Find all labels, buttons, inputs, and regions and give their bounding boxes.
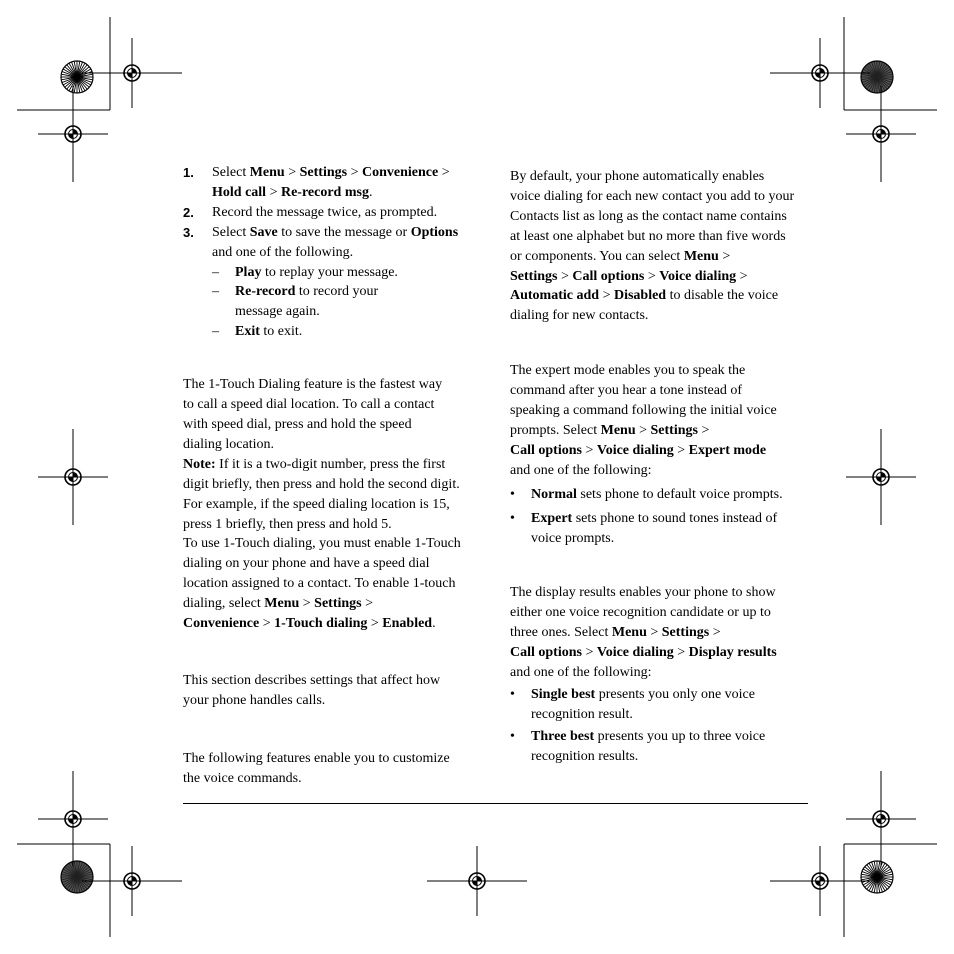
step-number: 3.	[183, 224, 194, 240]
option-text: Single best presents you only one voice recognition result.	[531, 686, 755, 722]
dash-marker: –	[212, 324, 219, 340]
note-paragraph: Note: If it is a two-digit number, press the first digit briefly, then press and hold the second digit. For example, if the speed dialing location is 15, press 1 briefly, then press and hold 5.	[183, 456, 460, 532]
registration-target-icon	[38, 86, 108, 182]
section-description: This section describes settings that affect how your phone handles calls.	[183, 672, 441, 708]
step-number: 1.	[183, 165, 194, 180]
step-text: Select Save to save the message or Options and one of the following.	[212, 224, 459, 260]
registration-target-icon	[38, 771, 108, 867]
color-bar-icon	[861, 61, 893, 93]
bullet-marker: •	[510, 728, 515, 744]
option-text: Exit to exit.	[235, 324, 303, 340]
bullet-marker: •	[510, 686, 515, 702]
bullet-marker: •	[510, 510, 515, 526]
registration-target-icon	[38, 429, 108, 525]
registration-target-icon	[82, 846, 182, 916]
dash-marker: –	[212, 284, 219, 300]
option-text: Expert sets phone to sound tones instead of voice prompts.	[531, 510, 778, 546]
voice-commands-description: The following features enable you to customize the voice commands.	[183, 750, 450, 786]
registration-target-icon	[427, 846, 527, 916]
step-number: 2.	[183, 204, 194, 220]
dash-marker: –	[212, 264, 219, 280]
color-bar-icon	[61, 861, 93, 893]
option-text: Normal sets phone to default voice prompts.	[531, 486, 783, 502]
display-results-paragraph: The display results enables your phone to show either one voice recognition candidate or up to three ones. Select Menu > Settings > Call options > Voice dialing > Display results and one of the following:	[510, 585, 777, 681]
registration-target-icon	[846, 771, 916, 867]
registration-target-icon	[82, 38, 182, 108]
touch-dialing-paragraph: The 1-Touch Dialing feature is the fastest way to call a speed dial location. To call a contact with speed dial, press and hold the speed dialing location.	[183, 377, 443, 452]
color-bar-icon	[861, 861, 893, 893]
option-text: Re-record to record your message again.	[235, 284, 379, 320]
registration-target-icon	[846, 429, 916, 525]
step-text: Record the message twice, as prompted.	[212, 204, 438, 220]
registration-target-icon	[770, 846, 870, 916]
bullet-marker: •	[510, 486, 515, 502]
enable-touch-paragraph: To use 1-Touch dialing, you must enable 1-Touch dialing on your phone and have a speed dial location assigned to a contact. To enable 1-touch dialing, select Menu > Settings > Convenience > 1-Touch dialing > Enabled.	[183, 536, 461, 632]
step-text: Select Menu > Settings > Convenience > Hold call > Re-record msg.	[212, 165, 450, 200]
crop-marks	[17, 17, 937, 937]
default-voice-paragraph: By default, your phone automatically enables voice dialing for each new contact you add to your Contacts list as long as the contact name contains at least one alphabet but no more than five words or components. You can select Menu > Settings > Call options > Voice dialing > Automatic add > Disabled to disable the voice dialing for new contacts.	[510, 169, 795, 324]
color-bar-icon	[61, 61, 93, 93]
option-text: Play to replay your message.	[235, 264, 398, 280]
registration-target-icon	[770, 38, 870, 108]
expert-mode-paragraph: The expert mode enables you to speak the command after you hear a tone instead of speaking a command following the initial voice prompts. Select Menu > Settings > Call options > Voice dialing > Expert mode and one of the following:	[510, 363, 777, 478]
registration-target-icon	[846, 86, 916, 182]
option-text: Three best presents you up to three voice recognition results.	[531, 728, 766, 764]
